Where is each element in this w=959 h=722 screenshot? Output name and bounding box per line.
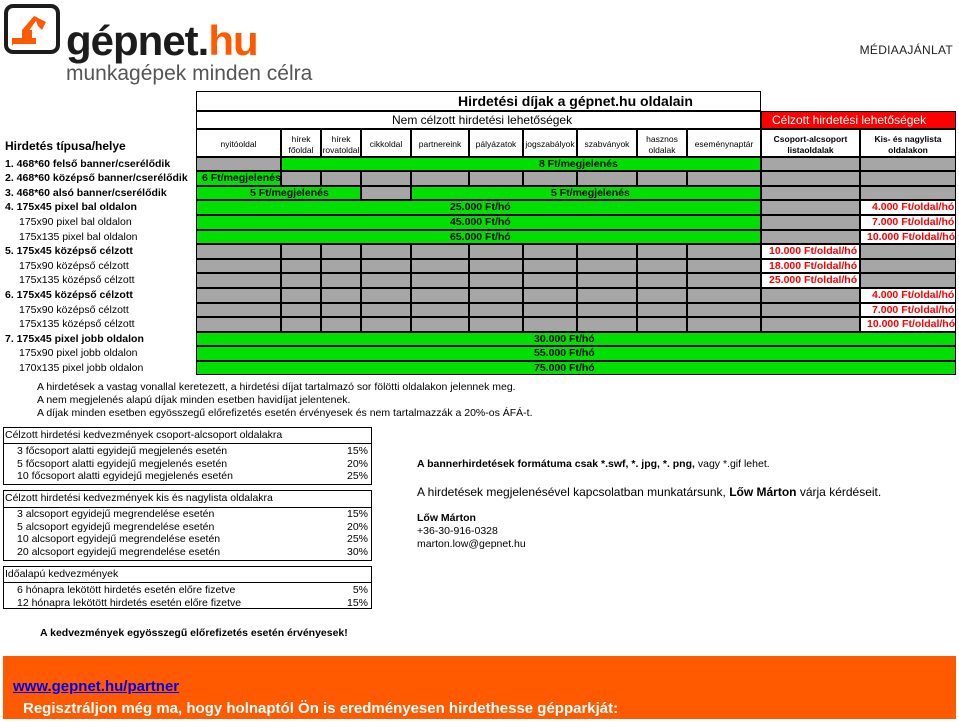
table-title: Hirdetési díjak a gépnet.hu oldalain [458,93,693,109]
row5-price: 45.000 Ft/hó [450,216,511,228]
discount-value: 30% [346,545,368,558]
row9c-price: 25.000 Ft/oldal/hó [769,274,858,286]
grid-cell [761,200,860,215]
discount-footnote: A kedvezmények egyösszegű előrefizetés esetén érvényesek! [40,627,348,639]
grid-cell [411,171,469,186]
grid-cell [361,259,411,273]
grid-cell [411,244,469,259]
grid-cell [321,273,361,288]
row-label: 1. 468*60 felső banner/cserélődik [5,158,171,170]
targeted-header: Célzott hirdetési lehetőségek [772,113,927,127]
grid-cell [761,317,860,332]
grid-cell [411,273,469,288]
col-type-header: Hirdetés típusa/helye [5,139,126,153]
grid-cell [361,244,411,259]
discount-value: 20% [346,457,368,470]
row6t-price: 10.000 Ft/oldal/hó [867,231,956,243]
nontargeted-header: Nem célzott hirdetési lehetőségek [392,113,573,127]
grid-cell [761,186,860,200]
grid-cell [860,259,956,273]
group-discount-title: Célzott hirdetési kedvezmények csoport-alcsoport oldalakra [5,429,283,441]
row5t-price: 7.000 Ft/oldal/hó [872,216,955,228]
grid-cell [523,259,577,273]
col-header-label: partnereink [418,139,462,149]
grid-cell [637,303,687,317]
row-label: 2. 468*60 középső banner/cserélődik [5,172,188,184]
row1-price: 8 Ft/megjelenés [539,158,618,170]
col-header-label: Kis- és nagylista oldalakon [874,134,942,155]
row-label: 175x90 középső célzott [19,260,129,272]
grid-cell [281,317,321,332]
partner-link[interactable]: www.gepnet.hu/partner [13,678,180,695]
grid-cell [860,273,956,288]
register-promo-text: Regisztráljon még ma, hogy holnaptól Ön is eredményesen hirdethesse gépparkját: www.gepnet.hu/partner [13,678,619,717]
row-label: 4. 175x45 pixel bal oldalon [5,201,137,213]
discount-label: 20 alcsoport egyidejű megrendelése esetén [17,545,221,558]
grid-cell [321,317,361,332]
row-label: 175x135 középső célzott [19,274,135,286]
grid-cell [281,259,321,273]
discount-value: 15% [346,508,368,520]
row10t-price: 4.000 Ft/oldal/hó [872,289,955,301]
grid-cell [469,171,523,186]
grid-cell [860,186,956,200]
grid-cell [687,317,761,332]
row-label: 175x90 pixel jobb oldalon [19,347,138,359]
contact-email[interactable]: marton.low@gepnet.hu [417,538,526,550]
row14-price: 55.000 Ft/hó [534,347,595,359]
grid-cell [577,288,637,303]
row4t-price: 4.000 Ft/oldal/hó [872,201,955,213]
grid-cell [321,288,361,303]
grid-cell [411,303,469,317]
grid-cell [523,171,577,186]
grid-cell [523,288,577,303]
grid-cell [361,317,411,332]
row15-price: 75.000 Ft/hó [534,362,595,374]
grid-cell [687,303,761,317]
grid-cell [281,288,321,303]
row6-price: 65.000 Ft/hó [450,231,511,243]
grid-cell [411,317,469,332]
grid-cell [577,171,637,186]
grid-cell [361,288,411,303]
discount-value: 15% [346,445,368,457]
grid-cell [196,288,281,303]
col-header-label: jogszabályok [525,139,575,149]
grid-cell [281,244,321,259]
grid-cell [860,171,956,186]
row11t-price: 7.000 Ft/oldal/hó [872,304,955,316]
grid-cell [860,157,956,171]
discount-label: 10 alcsoport egyidejű megrendelése esetén [17,533,221,545]
grid-cell [577,303,637,317]
discount-label: 6 hónapra lekötött hirdetés esetén előre fizetve [17,584,236,596]
row1-bar [281,157,761,171]
col-header-label: eseménynaptár [694,139,754,149]
row-label: 175x135 középső célzott [19,318,135,330]
col-header-label: hasznos oldalak [646,134,678,155]
grid-cell [577,273,637,288]
grid-cell [361,273,411,288]
grid-cell [860,244,956,259]
media-offer-title: MÉDIAAJÁNLAT [859,43,953,57]
grid-cell [469,259,523,273]
grid-cell [361,186,411,200]
row-label: 170x135 pixel jobb oldalon [19,362,144,374]
grid-cell [577,317,637,332]
grid-cell [523,317,577,332]
row3a-price: 5 Ft/megjelenés [250,187,329,199]
row-label: 175x90 középső célzott [19,304,129,316]
grid-cell [321,244,361,259]
grid-cell [196,273,281,288]
grid-cell [523,244,577,259]
row13-price: 30.000 Ft/hó [534,333,595,345]
grid-cell [361,171,411,186]
grid-cell [637,288,687,303]
grid-cell [687,244,761,259]
contact-name: Lőw Márton [417,512,476,524]
grid-cell [577,259,637,273]
col-header-label: cikkoldal [369,139,403,149]
time-discount-title: Időalapú kedvezmények [5,568,119,580]
list-discount-title: Célzott hirdetési kedvezmények kis és nagylista oldalakra [5,492,273,504]
grid-cell [469,317,523,332]
discount-label: 3 alcsoport egyidejű megrendelése esetén [17,508,215,520]
row4-price: 25.000 Ft/hó [450,201,511,213]
grid-cell [523,303,577,317]
col-header-label: hírek rovatoldal [322,134,360,155]
row-label: 7. 175x45 pixel jobb oldalon [5,333,144,345]
discount-label: 5 főcsoport alatti egyidejű megjelenés esetén [17,457,228,470]
note-line-2: A nem megjelenés alapú díjak minden esetben havidíjat jelentenek. [37,394,351,406]
grid-cell [687,288,761,303]
grid-cell [469,288,523,303]
grid-cell [469,303,523,317]
grid-cell [637,273,687,288]
contact-question: A hirdetések megjelenésével kapcsolatban munkatársunk, Lőw Márton várja kérdéseit. [417,485,882,499]
grid-cell [281,303,321,317]
grid-cell [196,303,281,317]
col-header-label: nyitóoldal [220,139,257,149]
grid-cell [196,244,281,259]
grid-cell [196,317,281,332]
grid-cell [687,259,761,273]
row3b-price: 5 Ft/megjelenés [551,187,630,199]
col-header-label: szabványok [584,139,630,149]
grid-cell [411,288,469,303]
row12t-price: 10.000 Ft/oldal/hó [867,318,956,330]
grid-cell [637,244,687,259]
grid-cell [761,157,860,171]
row-label: 3. 468*60 alsó banner/cserélődik [5,187,167,199]
col-header-label: Csoport-alcsoport listaoldalak [773,134,848,155]
logo-icon [4,4,60,54]
grid-cell [761,215,860,230]
grid-cell [761,230,860,244]
grid-cell [523,273,577,288]
banner-format-note: A bannerhirdetések formátuma csak *.swf, *. jpg, *. png, vagy *.gif lehet. [417,458,770,470]
grid-cell [637,259,687,273]
grid-cell [411,259,469,273]
row2-price: 6 Ft/megjelenés [202,172,281,184]
grid-cell [687,171,761,186]
col-header-label: hírek főoldal [288,134,314,155]
row8c-price: 18.000 Ft/oldal/hó [769,260,858,272]
row7c-price: 10.000 Ft/oldal/hó [769,245,858,257]
discount-value: 20% [346,520,368,533]
grid-cell [761,303,860,317]
grid-cell [321,171,361,186]
note-line-1: A hirdetések a vastag vonallal keretezett, a hirdetési díjat tartalmazó sor fölötti oldalakon jelennek meg. [37,381,516,393]
discount-label: 10 főcsoport alatti egyidejű megjelenés esetén [17,470,233,482]
grid-cell [361,303,411,317]
grid-cell [761,171,860,186]
grid-cell [577,244,637,259]
row-label: 175x135 pixel bal oldalon [19,231,138,243]
row-label: 5. 175x45 középső célzott [5,245,133,257]
logo-wordmark: gépnet.hu [66,17,258,64]
note-line-3: A díjak minden esetben egyösszegű előrefizetés esetén érvényesek és nem tartalmazzák a 20%-os ÁFÁ-t. [37,407,533,419]
grid-cell [321,303,361,317]
grid-cell [281,171,321,186]
row-label: 6. 175x45 középső célzott [5,289,133,301]
grid-cell [687,273,761,288]
discount-label: 3 főcsoport alatti egyidejű megjelenés esetén [17,445,228,457]
grid-cell [281,273,321,288]
discount-label: 5 alcsoport egyidejű megrendelése esetén [17,520,215,533]
grid-cell [196,157,281,171]
discount-value: 25% [346,533,368,545]
discount-label: 12 hónapra lekötött hirdetés esetén előre fizetve [17,596,242,609]
grid-cell [761,288,860,303]
grid-cell [637,171,687,186]
discount-value: 25% [346,470,368,482]
discount-value: 5% [352,584,368,596]
grid-cell [196,259,281,273]
col-header-label: pályázatok [475,139,517,149]
discount-value: 15% [346,596,368,609]
grid-cell [637,317,687,332]
grid-cell [469,273,523,288]
row-label: 175x90 pixel bal oldalon [19,216,132,228]
grid-cell [469,244,523,259]
logo-tagline: munkagépek minden célra [66,62,313,85]
contact-phone: +36-30-916-0328 [417,525,498,537]
grid-cell [321,259,361,273]
register-promo-banner [3,656,956,719]
